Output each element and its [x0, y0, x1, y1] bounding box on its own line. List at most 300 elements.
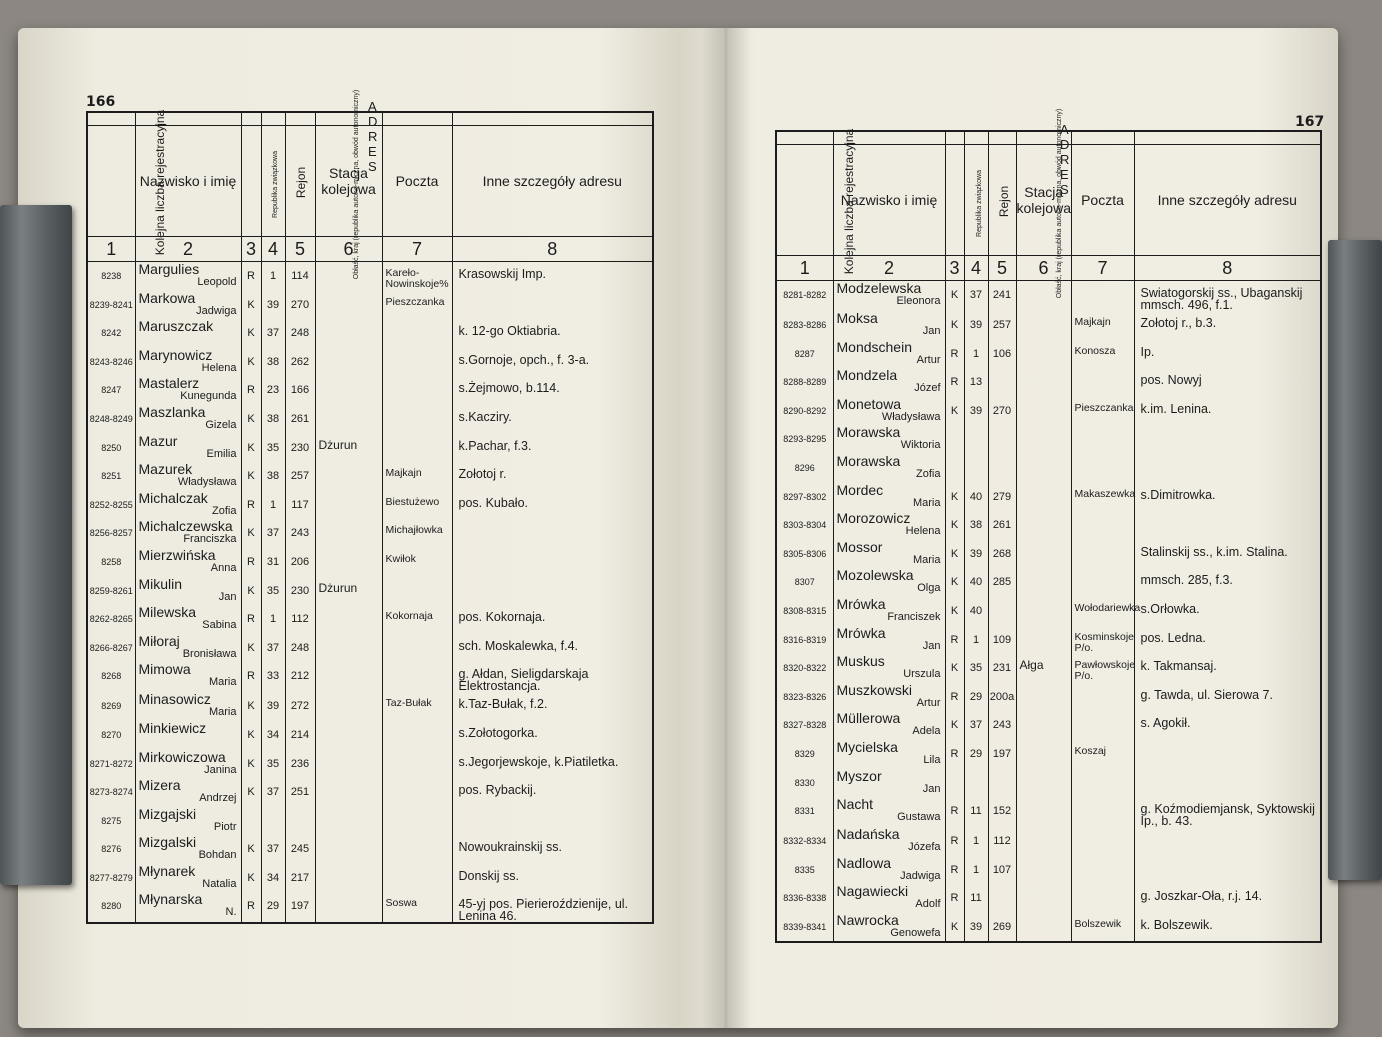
station-cell: [1016, 454, 1071, 483]
address-cell: [1134, 281, 1321, 312]
station-cell: [1016, 654, 1071, 683]
registration-cell: [87, 721, 135, 750]
oblast-code: 37: [266, 786, 280, 799]
post-office: [383, 750, 452, 756]
rejon-cell: [285, 634, 315, 663]
column-header-rejon-text: Rejon: [996, 185, 1011, 218]
station-cell: [1016, 913, 1071, 943]
registration-cell: [776, 568, 833, 597]
address-cell: [452, 262, 653, 291]
surname: Minkiewicz: [138, 719, 207, 736]
name-cell: [833, 568, 945, 597]
post-office: [1072, 683, 1134, 689]
table-row: [87, 807, 653, 836]
oblast-code: 40: [969, 490, 983, 503]
address-details: s.Żejmowo, b.114.: [458, 381, 560, 396]
republic-code: R: [950, 747, 959, 760]
republic-code: R: [247, 270, 255, 282]
address-details: s.Dimitrowka.: [1140, 487, 1216, 502]
first-name: Franciszek: [887, 610, 941, 623]
address-cell: [1134, 368, 1321, 397]
oblast-code: 37: [969, 289, 983, 301]
post-office: Michajłowka: [385, 524, 443, 537]
page-number: 166: [86, 94, 116, 110]
rejon-cell: [988, 281, 1016, 312]
republic-cell: [945, 511, 964, 540]
rejon-code: 279: [992, 490, 1012, 503]
rejon-cell: [988, 511, 1016, 540]
rejon-code: 214: [290, 728, 310, 741]
railway-station: [1017, 740, 1071, 746]
surname: Marynowicz: [138, 346, 213, 363]
station-cell: [315, 750, 382, 779]
post-office: [1072, 368, 1134, 374]
first-name: N.: [225, 906, 237, 919]
registration-number: 8336-8338: [783, 893, 827, 904]
rejon-code: 109: [992, 633, 1012, 646]
rejon-code: 112: [291, 613, 309, 626]
station-cell: [1016, 683, 1071, 712]
registration-number: 8335: [794, 864, 815, 875]
post-office: Kokornaja: [385, 610, 433, 623]
name-cell: [833, 913, 945, 943]
republic-cell: [945, 311, 964, 340]
surname: Mirkowiczowa: [138, 748, 226, 765]
republic-cell: [241, 548, 261, 577]
station-cell: [1016, 397, 1071, 426]
registration-cell: [87, 548, 135, 577]
station-cell: [315, 662, 382, 692]
republic-cell: [241, 462, 261, 491]
address-details: g. Joszkar-Oła, r.j. 14.: [1140, 889, 1263, 904]
table-row: [87, 519, 653, 548]
post-cell: [382, 692, 452, 721]
railway-station: [316, 548, 382, 554]
registration-cell: [87, 634, 135, 663]
registration-cell: [87, 835, 135, 864]
column-number: 1: [776, 256, 833, 281]
address-cell: [1134, 311, 1321, 340]
address-details: [453, 807, 653, 813]
republic-code: K: [950, 519, 959, 532]
rejon-code: [989, 769, 1016, 777]
rejon-code: 107: [992, 863, 1012, 876]
oblast-cell: [964, 311, 988, 340]
republic-cell: [241, 376, 261, 405]
column-header-republic-text: Republika związkowa: [975, 170, 983, 237]
rejon-cell: [285, 376, 315, 405]
post-cell: [1071, 281, 1134, 312]
post-cell: [382, 376, 452, 405]
station-cell: [315, 605, 382, 634]
rejon-cell: [988, 340, 1016, 369]
name-cell: [833, 683, 945, 712]
first-name: Janina: [204, 763, 237, 776]
oblast-code: 29: [266, 900, 280, 913]
adres-cell: [988, 131, 1016, 145]
oblast-cell: [964, 568, 988, 597]
station-cell: [315, 434, 382, 463]
republic-cell: [945, 425, 964, 454]
surname: Nadańska: [836, 826, 900, 843]
rejon-cell: [285, 434, 315, 463]
republic-code: R: [950, 347, 959, 360]
republic-cell: [945, 368, 964, 397]
table-row: [87, 892, 653, 923]
address-cell: [452, 462, 653, 491]
address-details: [1135, 769, 1321, 775]
column-header-republic: [945, 145, 983, 256]
surname: Nacht: [836, 796, 874, 813]
column-header-address-text: Inne szczegóły adresu: [1157, 192, 1297, 208]
rejon-cell: [988, 425, 1016, 454]
rejon-cell: [988, 856, 1016, 885]
name-cell: [833, 827, 945, 856]
railway-station: [1017, 856, 1071, 862]
railway-station: [316, 605, 382, 611]
first-name: Maria: [912, 496, 941, 509]
republic-code: [946, 769, 964, 777]
republic-cell: [241, 405, 261, 434]
address-details: s. Agokił.: [1140, 716, 1191, 731]
oblast-code: 1: [269, 270, 277, 282]
address-cell: [1134, 511, 1321, 540]
surname: Mozolewska: [836, 567, 914, 584]
column-number: 7: [1071, 256, 1134, 281]
republic-code: K: [950, 547, 959, 560]
post-office: Biestużewo: [385, 495, 440, 508]
post-cell: [382, 662, 452, 692]
surname: Myszor: [836, 767, 882, 784]
surname: Mazur: [138, 432, 178, 449]
post-cell: [382, 405, 452, 434]
surname: Miłoraj: [138, 632, 180, 649]
name-cell: [135, 605, 241, 634]
rejon-code: 112: [993, 835, 1011, 848]
registration-cell: [776, 827, 833, 856]
registration-cell: [87, 807, 135, 836]
first-name: Jan: [922, 782, 941, 795]
oblast-cell: [261, 807, 285, 836]
address-cell: [452, 662, 653, 692]
station-cell: [1016, 483, 1071, 512]
first-name: Gizela: [205, 418, 237, 431]
column-number: 6: [315, 237, 382, 262]
railway-station: [1017, 397, 1071, 403]
column-number: 7: [382, 237, 452, 262]
registration-cell: [87, 434, 135, 463]
registration-cell: [87, 750, 135, 779]
station-cell: [315, 319, 382, 348]
surname: Młynarska: [138, 891, 203, 908]
oblast-cell: [964, 769, 988, 798]
post-office: Pieszczanka: [385, 295, 445, 308]
railway-station: [1017, 683, 1071, 689]
republic-code: K: [950, 662, 959, 675]
railway-station: [316, 291, 382, 297]
oblast-cell: [261, 319, 285, 348]
republic-cell: [241, 577, 261, 606]
railway-station: Dżurun: [318, 437, 358, 452]
station-cell: [315, 864, 382, 893]
column-header-post: [382, 126, 452, 237]
name-cell: [135, 262, 241, 291]
registration-number: 8258: [101, 556, 122, 567]
table-row: [87, 291, 653, 320]
oblast-code: 1: [269, 613, 277, 626]
railway-station: [316, 262, 382, 268]
registration-cell: [87, 462, 135, 491]
post-cell: [382, 721, 452, 750]
header-row: [87, 126, 653, 237]
station-cell: [1016, 769, 1071, 798]
first-name: Anna: [210, 561, 237, 574]
surname: Milewska: [138, 604, 197, 621]
first-name: Franciszka: [183, 533, 237, 546]
railway-station: [316, 491, 382, 497]
first-name: Zofia: [212, 504, 237, 517]
registration-cell: [776, 483, 833, 512]
post-cell: [382, 291, 452, 320]
column-header-station-text: Stacja kolejowa: [321, 165, 376, 197]
republic-code: K: [247, 355, 255, 368]
address-cell: [452, 291, 653, 320]
rejon-code: 166: [290, 384, 310, 397]
address-cell: [1134, 397, 1321, 426]
column-number: 8: [1134, 256, 1321, 281]
rejon-cell: [988, 454, 1016, 483]
table-row: [776, 483, 1321, 512]
adres-cell: [87, 112, 135, 126]
railway-station: [1017, 568, 1071, 574]
address-cell: [1134, 827, 1321, 856]
address-details: k. Bolszewik.: [1140, 917, 1213, 932]
republic-code: [946, 454, 964, 462]
column-header-station-text: Stacja kolejowa: [1016, 184, 1071, 216]
address-details: s.Jegorjewskoje, k.Piatiletka.: [458, 754, 619, 769]
post-cell: [382, 605, 452, 634]
registration-cell: [87, 605, 135, 634]
republic-cell: [241, 291, 261, 320]
page-number: 167: [1295, 114, 1325, 130]
surname: Mondschein: [836, 338, 912, 355]
oblast-cell: [964, 711, 988, 740]
registration-cell: [776, 540, 833, 569]
table-row: [776, 568, 1321, 597]
register-table: [86, 89, 654, 924]
surname: Morawska: [836, 424, 901, 441]
address-details: g. Koźmodiemjansk, Syktowskij Ip., b. 43.: [1140, 802, 1315, 829]
registration-number: 8242: [101, 328, 122, 339]
address-cell: [1134, 626, 1321, 655]
table-row: [87, 462, 653, 491]
railway-station: [1017, 769, 1071, 775]
registration-number: 8273-8274: [89, 787, 133, 798]
address-cell: [452, 434, 653, 463]
oblast-cell: [261, 634, 285, 663]
column-header-rejon: [988, 145, 1016, 256]
registration-cell: [87, 376, 135, 405]
adres-cell: [285, 112, 315, 126]
post-cell: [1071, 340, 1134, 369]
station-cell: [1016, 568, 1071, 597]
railway-station: [1017, 368, 1071, 374]
surname: Mikulin: [138, 575, 183, 592]
republic-code: R: [247, 498, 255, 511]
station-cell: [1016, 856, 1071, 885]
address-details: s.Kacziry.: [458, 409, 512, 424]
name-cell: [135, 548, 241, 577]
rejon-code: 262: [290, 355, 310, 368]
first-name: Jan: [922, 639, 941, 652]
republic-cell: [241, 807, 261, 836]
oblast-code: 34: [266, 728, 280, 741]
registration-number: 8281-8282: [783, 290, 827, 300]
surname: Michalczewska: [138, 518, 233, 535]
republic-cell: [945, 654, 964, 683]
republic-code: K: [950, 319, 959, 331]
rejon-code: 269: [992, 920, 1012, 933]
first-name: Adela: [912, 725, 941, 738]
post-office: [383, 634, 452, 640]
republic-code: R: [950, 633, 959, 646]
republic-code: K: [247, 441, 255, 454]
first-name: Eleonora: [896, 295, 941, 307]
station-cell: [1016, 884, 1071, 913]
address-details: k. 12-go Oktiabria.: [458, 324, 561, 339]
address-details: s.Gornoje, opch., f. 3-a.: [458, 352, 590, 367]
rejon-cell: [285, 692, 315, 721]
rejon-code: 248: [290, 327, 310, 340]
oblast-code: 37: [266, 527, 280, 540]
surname: Mazurek: [138, 461, 193, 478]
post-office: [1072, 884, 1134, 890]
post-office: [1072, 540, 1134, 546]
name-cell: [833, 597, 945, 626]
post-office: [1072, 827, 1134, 833]
oblast-cell: [964, 397, 988, 426]
station-cell: [315, 519, 382, 548]
column-header-name-text: Nazwisko i imię: [139, 173, 237, 189]
registration-number: 8329: [794, 748, 815, 759]
registration-number: 8307: [794, 577, 815, 588]
rejon-cell: [285, 835, 315, 864]
rejon-cell: [285, 519, 315, 548]
adres-cell: [261, 112, 285, 126]
station-cell: [1016, 797, 1071, 827]
address-details: Stalinskij ss., k.im. Stalina.: [1140, 544, 1288, 559]
surname: Mordec: [836, 481, 884, 498]
oblast-cell: [261, 662, 285, 692]
rejon-cell: [988, 797, 1016, 827]
registration-number: 8251: [101, 471, 122, 482]
registration-number: 8262-8265: [89, 614, 133, 625]
oblast-code: 23: [266, 384, 280, 397]
surname: Mrówka: [836, 624, 886, 641]
rejon-code: 257: [290, 470, 310, 483]
column-header-republic: [241, 126, 279, 237]
surname: Müllerowa: [836, 710, 901, 727]
post-cell: [1071, 797, 1134, 827]
post-cell: [1071, 311, 1134, 340]
table-row: [776, 511, 1321, 540]
post-office: [383, 405, 452, 411]
rejon-code: 261: [290, 412, 310, 425]
surname: Maszlanka: [138, 403, 206, 420]
surname: Muszkowski: [836, 681, 912, 698]
station-cell: [315, 405, 382, 434]
address-details: Donskij ss.: [458, 868, 519, 883]
name-cell: [833, 397, 945, 426]
table-row: [776, 884, 1321, 913]
address-details: Swiatogorskij ss., Ubaganskij mmsch. 496, f.1.: [1140, 286, 1303, 312]
station-cell: [1016, 511, 1071, 540]
address-cell: [452, 892, 653, 923]
adres-cell: [452, 112, 653, 126]
address-details: Zołotoj r.: [458, 467, 507, 482]
republic-code: R: [950, 690, 959, 703]
registration-number: 8332-8334: [783, 836, 827, 847]
rejon-code: 243: [290, 527, 310, 540]
post-office: Soswa: [385, 897, 418, 910]
table-row: [776, 597, 1321, 626]
railway-station: [1017, 827, 1071, 833]
post-office: Kosminskoje P/o.: [1074, 630, 1135, 654]
registration-cell: [87, 892, 135, 923]
post-office: [383, 662, 452, 668]
rejon-code: [989, 368, 1016, 376]
registration-cell: [776, 626, 833, 655]
post-cell: [1071, 368, 1134, 397]
republic-cell: [945, 797, 964, 827]
column-header-address: [452, 126, 653, 237]
post-office: Pieszczanka: [1074, 401, 1134, 414]
registration-cell: [776, 797, 833, 827]
rejon-code: 217: [290, 871, 310, 884]
rejon-code: 230: [290, 584, 310, 597]
oblast-code: 1: [972, 863, 980, 876]
rejon-cell: [285, 807, 315, 836]
registration-number: 8339-8341: [783, 921, 827, 932]
name-cell: [135, 491, 241, 520]
railway-station: [316, 634, 382, 640]
post-cell: [382, 491, 452, 520]
oblast-cell: [261, 348, 285, 377]
republic-code: R: [247, 613, 255, 626]
republic-cell: [945, 769, 964, 798]
republic-code: K: [247, 728, 255, 741]
post-office: [1072, 797, 1134, 803]
oblast-cell: [261, 692, 285, 721]
column-header-rejon-text: Rejon: [293, 166, 308, 199]
oblast-code: 13: [969, 376, 983, 389]
oblast-code: 37: [969, 719, 983, 732]
registration-cell: [776, 913, 833, 943]
republic-code: K: [247, 584, 255, 597]
adres-row: [776, 131, 1321, 145]
post-office: Makaszewka: [1074, 487, 1136, 500]
post-cell: [382, 548, 452, 577]
column-number: 4: [261, 237, 285, 262]
railway-station: [1017, 884, 1071, 890]
address-details: [1135, 740, 1321, 746]
first-name: Urszula: [903, 668, 941, 681]
republic-cell: [241, 778, 261, 807]
oblast-code: 39: [969, 547, 983, 560]
address-details: [1135, 856, 1321, 862]
republic-cell: [945, 540, 964, 569]
registration-number: 8248-8249: [89, 413, 133, 424]
